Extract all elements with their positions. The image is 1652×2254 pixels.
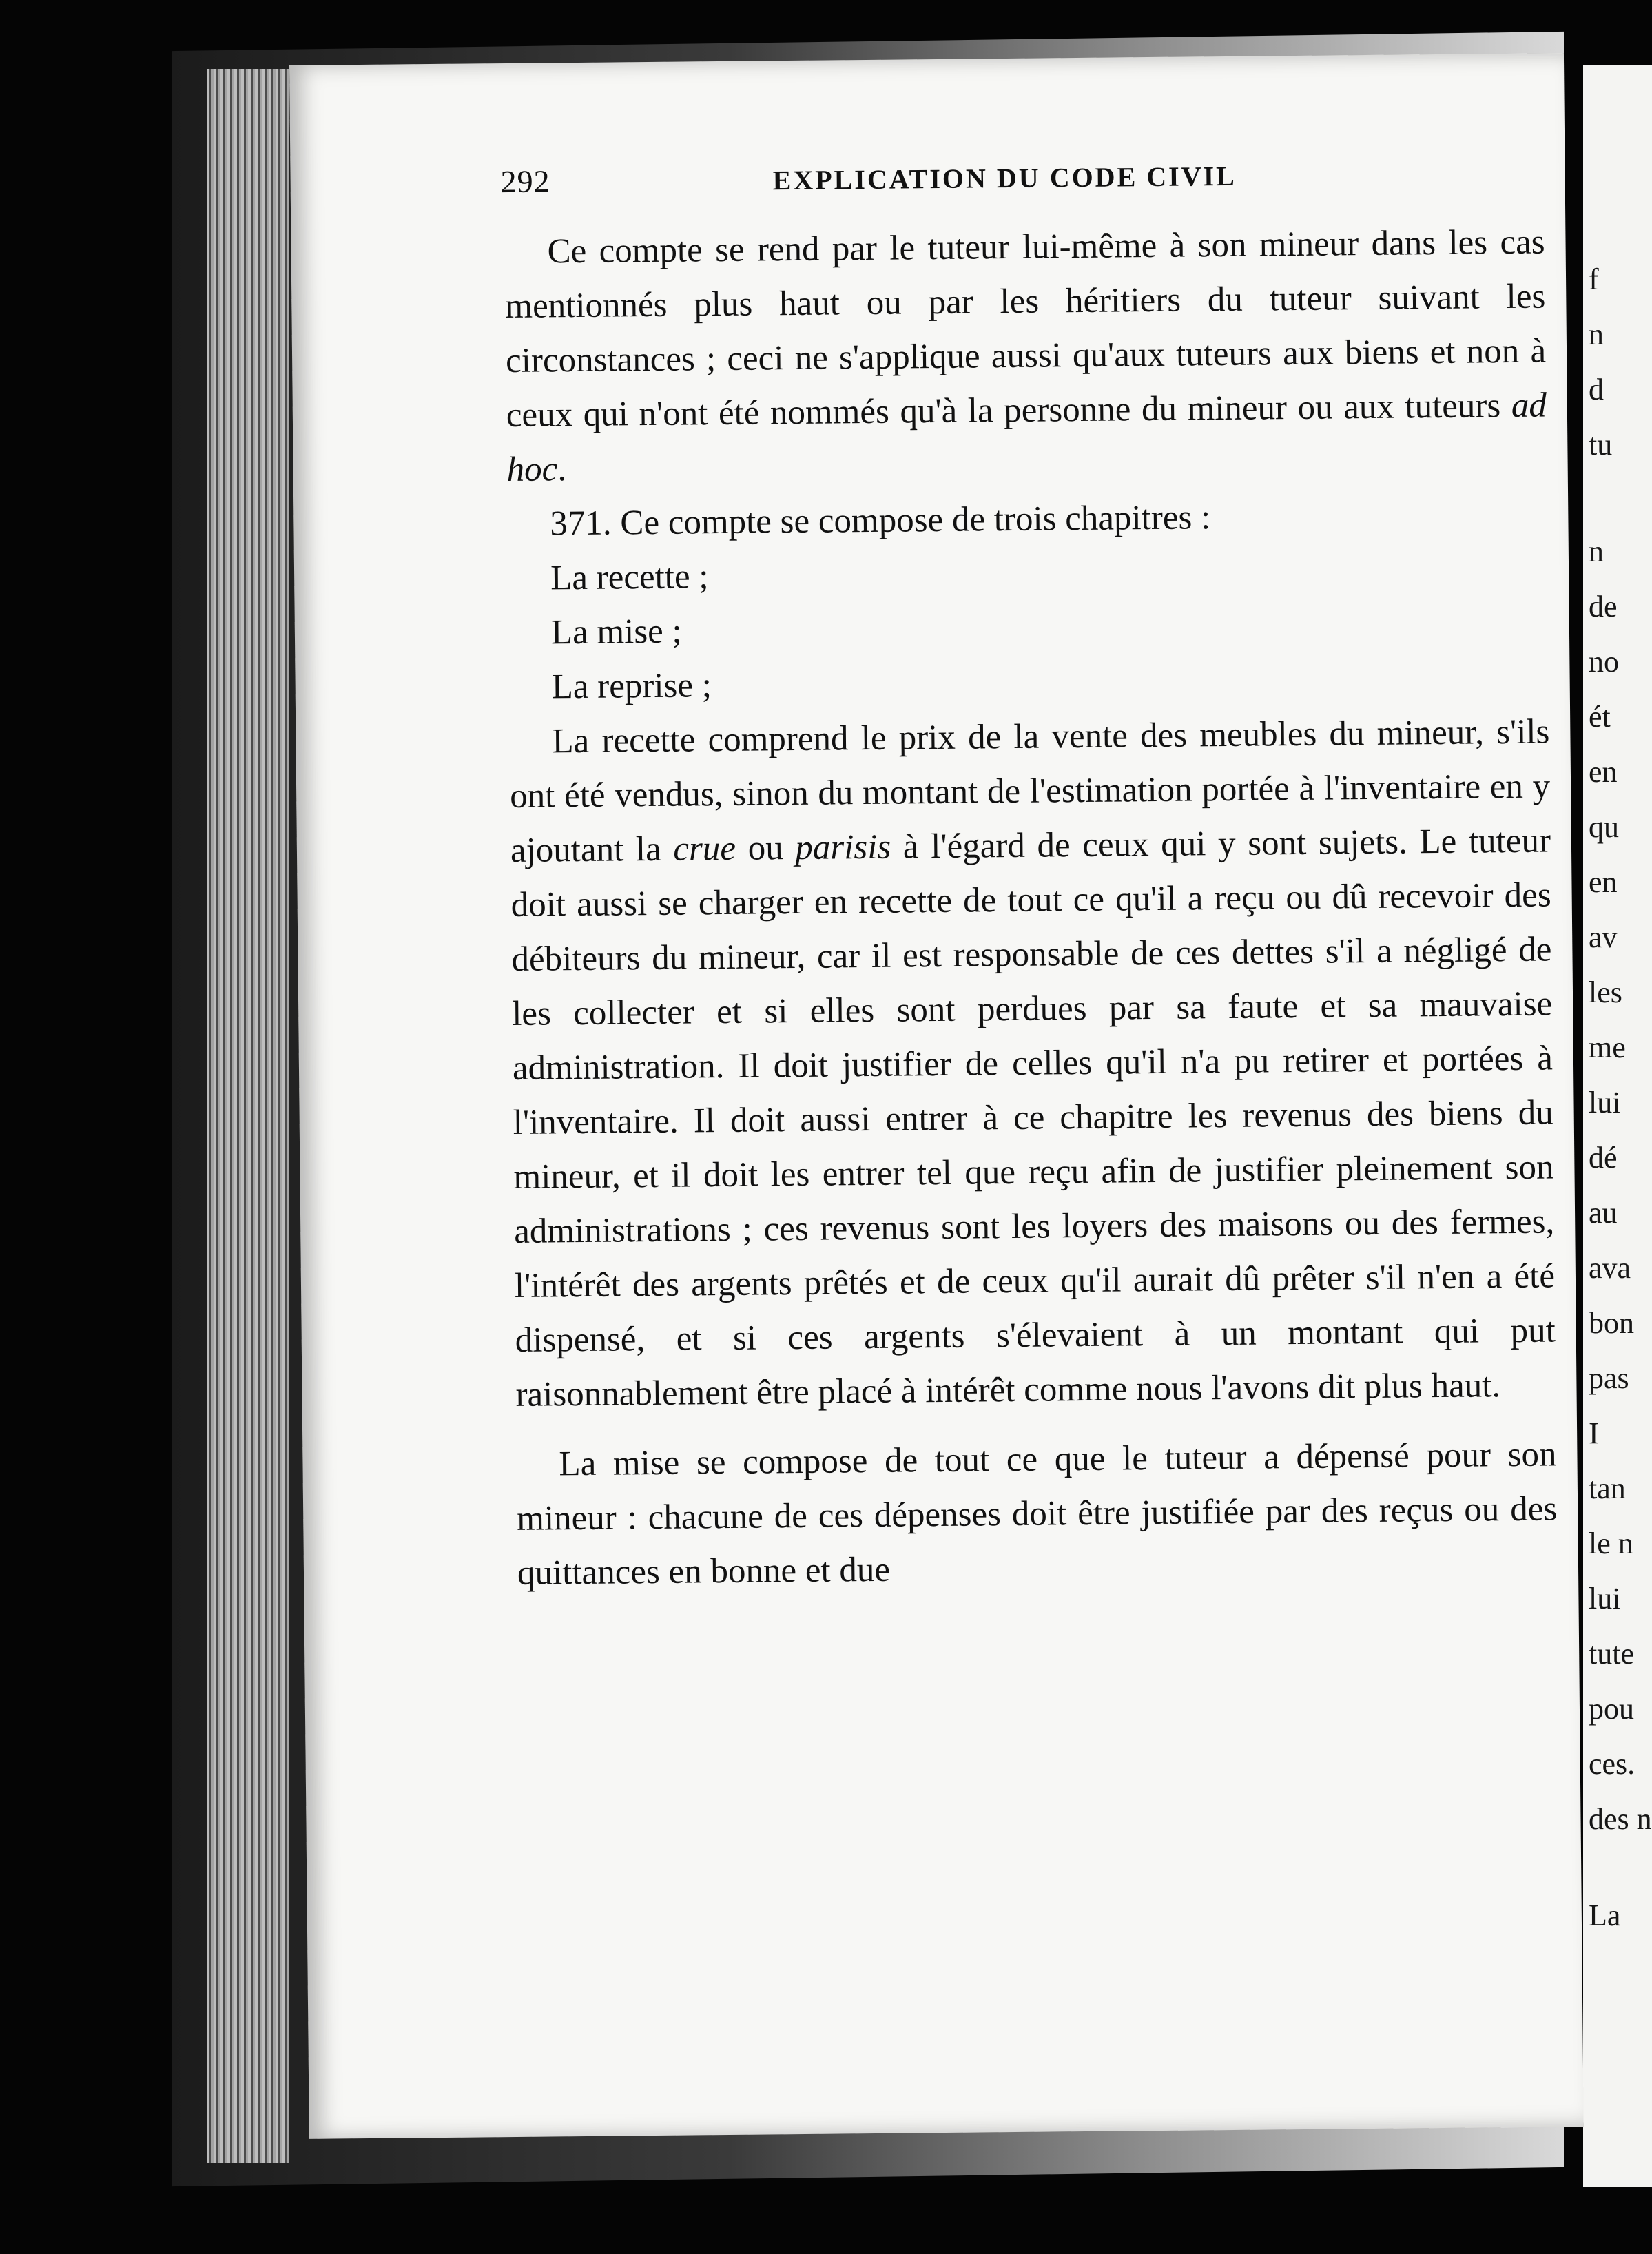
adjacent-fragment: dé <box>1589 1141 1618 1175</box>
list-item-reprise: La reprise ; <box>551 666 712 707</box>
page-number: 292 <box>500 163 550 200</box>
adjacent-fragment: ava <box>1589 1251 1631 1285</box>
page-edges <box>207 69 289 2163</box>
adjacent-fragment: d <box>1589 373 1604 406</box>
adjacent-page <box>1583 65 1652 2187</box>
adjacent-fragment: lui <box>1589 1582 1621 1615</box>
paragraph-compte-rendu <box>504 216 1547 497</box>
paragraph-text: Ce compte se rend par le tuteur lui-même à son mineur dans les cas mentionnés plus haut ou par les héritiers du tuteur suivant les circonstances ; ceci ne s'applique aussi qu'aux tuteurs aux biens et non à ceux qui n'ont été nommés qu'à la personne du mineur ou aux tuteurs <box>505 223 1547 435</box>
adjacent-fragment: me <box>1589 1031 1626 1064</box>
adjacent-fragment: pas <box>1589 1361 1629 1395</box>
article-371: 371. Ce compte se compose de trois chapitres : <box>550 498 1211 544</box>
adjacent-fragment: le n <box>1589 1527 1633 1560</box>
adjacent-fragment: les <box>1589 975 1622 1009</box>
adjacent-fragment: av <box>1589 920 1618 954</box>
adjacent-fragment: bon <box>1589 1306 1634 1340</box>
paragraph-mise: La mise se compose de tout ce que le tuteur a dépensé pour son mineur : chacune de ces dépenses doit être justifiée par des reçus ou des quittances en bonne et due <box>517 1435 1558 1593</box>
adjacent-fragment: des n <box>1589 1802 1652 1836</box>
adjacent-fragment: La <box>1589 1899 1621 1932</box>
adjacent-fragment: ét <box>1589 700 1611 734</box>
running-title: EXPLICATION DU CODE CIVIL <box>772 160 1237 196</box>
adjacent-fragment: qu <box>1589 810 1619 844</box>
italic-parisis: parisis <box>795 827 891 868</box>
adjacent-fragment: tute <box>1589 1637 1634 1671</box>
paragraph-text: à l'égard de ceux qui y sont sujets. Le tuteur doit aussi se charger en recette de tout ce qu'il a reçu ou dû recevoir des débiteurs du mineur, car il est responsable de ces dettes s'il a négligé de les collecter et si elles sont perdues par sa faute et sa mauvaise administration. Il doit justifier de celles qu'il n'a pu retirer et portées à l'inventaire. Il doit aussi entrer à ce chapitre les revenus des biens du mineur, et il doit les entrer tel que reçu afin de justifier pleinement son administrations ; ces revenus sont les loyers des maisons ou des fermes, l'intérêt des argents prêtés et de ceux qu'il aurait dû prêter s'il n'en a été dispensé, et si ces argents s'élevaient à un montant qui put raisonnablement être placé à intérêt comme nous l'avons dit plus haut. <box>510 821 1556 1414</box>
adjacent-fragment: ces. <box>1589 1747 1635 1781</box>
list-item-mise: La mise ; <box>550 612 682 652</box>
paragraph-text: La recette comprend le prix de la vente des meubles du mineur, s'ils ont été vendus, sinon du montant de l'estimation portée à l'inventaire en y ajoutant la <box>509 712 1551 870</box>
adjacent-fragment: n <box>1589 318 1604 351</box>
adjacent-fragment: de <box>1589 590 1618 623</box>
list-item-recette: La recette ; <box>550 557 709 598</box>
adjacent-fragment: pou <box>1589 1692 1634 1726</box>
adjacent-fragment: n <box>1589 535 1604 568</box>
adjacent-fragment: en <box>1589 755 1618 789</box>
paragraph-recette <box>509 705 1556 1422</box>
italic-ad-hoc: ad hoc <box>506 386 1547 489</box>
adjacent-fragment: tan <box>1589 1471 1626 1505</box>
adjacent-fragment: tu <box>1589 428 1613 462</box>
adjacent-fragment: lui <box>1589 1086 1621 1119</box>
book-page <box>289 53 1584 2139</box>
italic-crue: crue <box>673 829 736 869</box>
paragraph-text: ou <box>735 829 796 868</box>
adjacent-fragment: f <box>1589 262 1599 296</box>
paragraph-end: . <box>557 450 567 489</box>
adjacent-fragment: en <box>1589 865 1618 899</box>
page-body <box>504 216 1558 1601</box>
adjacent-fragment: au <box>1589 1196 1618 1230</box>
adjacent-fragment: I <box>1589 1416 1599 1450</box>
adjacent-fragment: no <box>1589 645 1619 679</box>
